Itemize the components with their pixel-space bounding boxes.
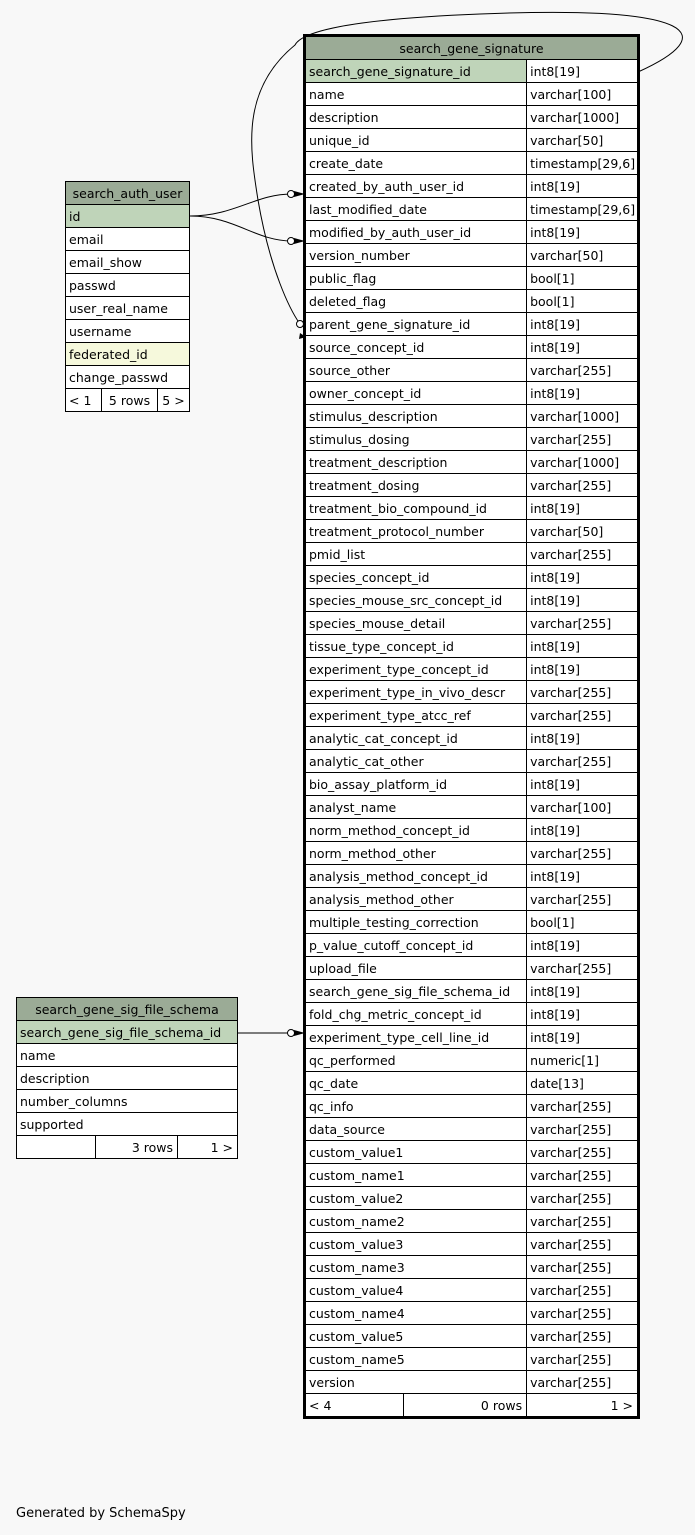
column-type: bool[1] [527, 911, 638, 934]
column-row[interactable] [66, 320, 190, 343]
column-row[interactable] [306, 1279, 638, 1302]
column-name[interactable]: species_mouse_src_concept_id [306, 589, 527, 612]
column-type: int8[19] [527, 175, 638, 198]
column-row[interactable] [306, 1256, 638, 1279]
column-name[interactable]: id [66, 205, 190, 228]
column-name[interactable]: qc_date [306, 1072, 527, 1095]
column-type: int8[19] [527, 658, 638, 681]
column-name[interactable]: source_other [306, 359, 527, 382]
column-name[interactable]: search_gene_sig_file_schema_id [17, 1021, 238, 1044]
column-name[interactable]: norm_method_concept_id [306, 819, 527, 842]
column-name[interactable]: custom_name4 [306, 1302, 527, 1325]
column-type: int8[19] [527, 1026, 638, 1049]
column-row[interactable] [66, 343, 190, 366]
table-search-gene-signature[interactable] [305, 36, 638, 1417]
column-type: int8[19] [527, 497, 638, 520]
column-name[interactable]: p_value_cutoff_concept_id [306, 934, 527, 957]
column-row[interactable] [306, 382, 638, 405]
column-name[interactable]: experiment_type_concept_id [306, 658, 527, 681]
column-row[interactable] [306, 428, 638, 451]
column-type: int8[19] [527, 566, 638, 589]
row-count: 3 rows [96, 1136, 178, 1159]
column-name[interactable]: pmid_list [306, 543, 527, 566]
column-name[interactable]: federated_id [66, 343, 190, 366]
column-name[interactable]: treatment_description [306, 451, 527, 474]
column-name[interactable]: custom_value5 [306, 1325, 527, 1348]
column-type: varchar[255] [527, 704, 638, 727]
column-row[interactable] [306, 750, 638, 773]
column-name[interactable]: deleted_flag [306, 290, 527, 313]
column-name[interactable]: custom_name5 [306, 1348, 527, 1371]
column-type: bool[1] [527, 290, 638, 313]
column-type: int8[19] [527, 60, 638, 83]
column-row[interactable] [306, 911, 638, 934]
column-type: int8[19] [527, 382, 638, 405]
edge-end-modified [288, 238, 295, 245]
column-name[interactable]: analysis_method_concept_id [306, 865, 527, 888]
column-name[interactable]: supported [17, 1113, 238, 1136]
column-name[interactable]: fold_chg_metric_concept_id [306, 1003, 527, 1026]
column-name[interactable]: bio_assay_platform_id [306, 773, 527, 796]
column-row[interactable] [66, 228, 190, 251]
column-type: int8[19] [527, 221, 638, 244]
column-name[interactable]: passwd [66, 274, 190, 297]
column-type: timestamp[29,6] [527, 198, 638, 221]
column-row[interactable] [306, 1049, 638, 1072]
column-name[interactable]: data_source [306, 1118, 527, 1141]
column-name[interactable]: tissue_type_concept_id [306, 635, 527, 658]
column-type: int8[19] [527, 635, 638, 658]
column-row[interactable] [306, 1210, 638, 1233]
table-search-auth-user[interactable] [65, 181, 190, 412]
column-row[interactable] [66, 205, 190, 228]
column-type: varchar[255] [527, 1210, 638, 1233]
column-name[interactable]: treatment_bio_compound_id [306, 497, 527, 520]
column-row[interactable] [306, 244, 638, 267]
column-name[interactable]: custom_name2 [306, 1210, 527, 1233]
column-type: varchar[255] [527, 1164, 638, 1187]
column-row[interactable] [306, 221, 638, 244]
column-row[interactable] [306, 129, 638, 152]
column-name[interactable]: version_number [306, 244, 527, 267]
column-type: int8[19] [527, 934, 638, 957]
column-type: varchar[50] [527, 520, 638, 543]
column-name[interactable]: number_columns [17, 1090, 238, 1113]
column-row[interactable] [306, 842, 638, 865]
column-name[interactable]: qc_info [306, 1095, 527, 1118]
column-row[interactable] [306, 865, 638, 888]
column-type: varchar[1000] [527, 451, 638, 474]
column-name[interactable]: create_date [306, 152, 527, 175]
column-type: varchar[255] [527, 543, 638, 566]
column-name[interactable]: source_concept_id [306, 336, 527, 359]
column-row[interactable] [17, 1067, 238, 1090]
column-name[interactable]: experiment_type_cell_line_id [306, 1026, 527, 1049]
table-title[interactable]: search_auth_user [66, 182, 190, 205]
column-row[interactable] [306, 1302, 638, 1325]
column-type: int8[19] [527, 865, 638, 888]
column-row[interactable] [306, 543, 638, 566]
column-name[interactable]: description [17, 1067, 238, 1090]
column-type: varchar[255] [527, 750, 638, 773]
column-type: varchar[255] [527, 428, 638, 451]
table-title[interactable]: search_gene_signature [306, 37, 638, 60]
column-name[interactable]: user_real_name [66, 297, 190, 320]
column-type: int8[19] [527, 980, 638, 1003]
column-row[interactable] [306, 773, 638, 796]
column-name[interactable]: analytic_cat_concept_id [306, 727, 527, 750]
column-type: varchar[255] [527, 1187, 638, 1210]
column-row[interactable] [306, 1072, 638, 1095]
column-row[interactable] [66, 274, 190, 297]
column-row[interactable] [306, 957, 638, 980]
column-row[interactable] [306, 60, 638, 83]
column-row[interactable] [306, 681, 638, 704]
column-name[interactable]: username [66, 320, 190, 343]
column-type: varchar[255] [527, 1095, 638, 1118]
column-name[interactable]: treatment_dosing [306, 474, 527, 497]
column-row[interactable] [306, 1141, 638, 1164]
edge-auth-modified [190, 216, 292, 241]
column-row[interactable] [306, 888, 638, 911]
column-name[interactable]: unique_id [306, 129, 527, 152]
footer-credit: Generated by SchemaSpy [16, 1506, 186, 1521]
column-type: varchar[255] [527, 957, 638, 980]
column-row[interactable] [306, 658, 638, 681]
edge-auth-created [190, 194, 292, 216]
column-row[interactable] [17, 1090, 238, 1113]
column-type: bool[1] [527, 267, 638, 290]
column-type: numeric[1] [527, 1049, 638, 1072]
column-name[interactable]: analytic_cat_other [306, 750, 527, 773]
column-type: int8[19] [527, 773, 638, 796]
column-row[interactable] [306, 1233, 638, 1256]
children-count[interactable]: 1 > [178, 1136, 238, 1159]
column-row[interactable] [17, 1021, 238, 1044]
column-type: int8[19] [527, 589, 638, 612]
column-type: varchar[255] [527, 1118, 638, 1141]
column-name[interactable]: species_concept_id [306, 566, 527, 589]
column-row[interactable] [306, 589, 638, 612]
column-name[interactable]: last_modified_date [306, 198, 527, 221]
parents-count[interactable] [17, 1136, 96, 1159]
table-search-gene-sig-file-schema[interactable] [16, 997, 238, 1159]
column-type: varchar[255] [527, 1279, 638, 1302]
column-row[interactable] [306, 198, 638, 221]
column-type: int8[19] [527, 336, 638, 359]
column-name[interactable]: custom_value3 [306, 1233, 527, 1256]
column-row[interactable] [306, 290, 638, 313]
column-name[interactable]: custom_value1 [306, 1141, 527, 1164]
column-name[interactable]: norm_method_other [306, 842, 527, 865]
column-name[interactable]: search_gene_sig_file_schema_id [306, 980, 527, 1003]
column-name[interactable]: email_show [66, 251, 190, 274]
column-type: varchar[255] [527, 1348, 638, 1371]
column-name[interactable]: custom_value4 [306, 1279, 527, 1302]
column-row[interactable] [306, 566, 638, 589]
column-name[interactable]: created_by_auth_user_id [306, 175, 527, 198]
column-name[interactable]: public_flag [306, 267, 527, 290]
column-type: varchar[255] [527, 681, 638, 704]
column-type: int8[19] [527, 727, 638, 750]
column-name[interactable]: analyst_name [306, 796, 527, 819]
column-row[interactable] [306, 1118, 638, 1141]
column-name[interactable]: experiment_type_atcc_ref [306, 704, 527, 727]
column-row[interactable] [306, 1095, 638, 1118]
column-row[interactable] [306, 175, 638, 198]
column-row[interactable] [306, 451, 638, 474]
column-type: int8[19] [527, 313, 638, 336]
table-title[interactable]: search_gene_sig_file_schema [17, 998, 238, 1021]
column-row[interactable] [306, 934, 638, 957]
column-row[interactable] [306, 980, 638, 1003]
column-name[interactable]: stimulus_dosing [306, 428, 527, 451]
column-name[interactable]: analysis_method_other [306, 888, 527, 911]
column-name[interactable]: treatment_protocol_number [306, 520, 527, 543]
children-count[interactable]: 1 > [527, 1394, 638, 1417]
edge-end-file [288, 1030, 295, 1037]
column-row[interactable] [306, 819, 638, 842]
column-type: varchar[100] [527, 83, 638, 106]
column-type: timestamp[29,6] [527, 152, 638, 175]
column-row[interactable] [17, 1113, 238, 1136]
column-row[interactable] [306, 497, 638, 520]
column-type: varchar[255] [527, 359, 638, 382]
column-name[interactable]: modified_by_auth_user_id [306, 221, 527, 244]
column-type: varchar[255] [527, 842, 638, 865]
column-row[interactable] [306, 1348, 638, 1371]
column-row[interactable] [306, 1371, 638, 1394]
column-name[interactable]: stimulus_description [306, 405, 527, 428]
column-name[interactable]: owner_concept_id [306, 382, 527, 405]
column-name[interactable]: name [17, 1044, 238, 1067]
column-name[interactable]: multiple_testing_correction [306, 911, 527, 934]
column-name[interactable]: custom_value2 [306, 1187, 527, 1210]
row-count: 5 rows [102, 389, 158, 412]
column-type: varchar[255] [527, 1325, 638, 1348]
column-row[interactable] [306, 612, 638, 635]
column-name[interactable]: upload_file [306, 957, 527, 980]
column-row[interactable] [306, 152, 638, 175]
column-type: varchar[50] [527, 129, 638, 152]
column-name[interactable]: qc_performed [306, 1049, 527, 1072]
column-row[interactable] [306, 1325, 638, 1348]
column-row[interactable] [17, 1044, 238, 1067]
column-row[interactable] [306, 474, 638, 497]
column-type: varchar[50] [527, 244, 638, 267]
column-row[interactable] [306, 267, 638, 290]
column-row[interactable] [66, 366, 190, 389]
column-row[interactable] [66, 297, 190, 320]
column-type: varchar[255] [527, 1141, 638, 1164]
column-row[interactable] [306, 704, 638, 727]
column-type: varchar[255] [527, 1256, 638, 1279]
column-type: varchar[255] [527, 612, 638, 635]
column-type: int8[19] [527, 819, 638, 842]
column-row[interactable] [306, 520, 638, 543]
column-type: int8[19] [527, 1003, 638, 1026]
column-type: varchar[255] [527, 474, 638, 497]
column-row[interactable] [306, 313, 638, 336]
column-type: date[13] [527, 1072, 638, 1095]
column-name[interactable]: custom_name3 [306, 1256, 527, 1279]
column-row[interactable] [306, 359, 638, 382]
column-row[interactable] [306, 83, 638, 106]
column-type: varchar[100] [527, 796, 638, 819]
column-name[interactable]: custom_name1 [306, 1164, 527, 1187]
column-type: varchar[255] [527, 888, 638, 911]
column-type: varchar[1000] [527, 106, 638, 129]
column-row[interactable] [306, 796, 638, 819]
column-row[interactable] [306, 1187, 638, 1210]
column-name[interactable]: parent_gene_signature_id [306, 313, 527, 336]
row-count: 0 rows [480, 1397, 523, 1413]
column-row[interactable] [306, 635, 638, 658]
column-row[interactable] [306, 1164, 638, 1187]
column-name[interactable]: experiment_type_in_vivo_descr [306, 681, 527, 704]
column-type: varchar[1000] [527, 405, 638, 428]
column-name[interactable]: description [306, 106, 527, 129]
column-row[interactable] [306, 336, 638, 359]
column-type: varchar[255] [527, 1371, 638, 1394]
column-type: varchar[255] [527, 1233, 638, 1256]
column-row[interactable] [306, 405, 638, 428]
column-name[interactable]: email [66, 228, 190, 251]
edge-end-created [288, 191, 295, 198]
parents-count[interactable]: < 4 [306, 1394, 403, 1416]
column-type: varchar[255] [527, 1302, 638, 1325]
column-name[interactable]: version [306, 1371, 527, 1394]
column-row[interactable] [306, 727, 638, 750]
column-name[interactable]: change_passwd [66, 366, 190, 389]
column-row[interactable] [306, 106, 638, 129]
children-count[interactable]: 5 > [158, 389, 190, 412]
edge-end-parent [297, 321, 304, 328]
column-row[interactable] [306, 1026, 638, 1049]
column-name[interactable]: species_mouse_detail [306, 612, 527, 635]
column-name[interactable]: name [306, 83, 527, 106]
column-name[interactable]: search_gene_signature_id [306, 60, 527, 83]
parents-count[interactable]: < 1 [66, 389, 102, 412]
column-row[interactable] [66, 251, 190, 274]
column-row[interactable] [306, 1003, 638, 1026]
